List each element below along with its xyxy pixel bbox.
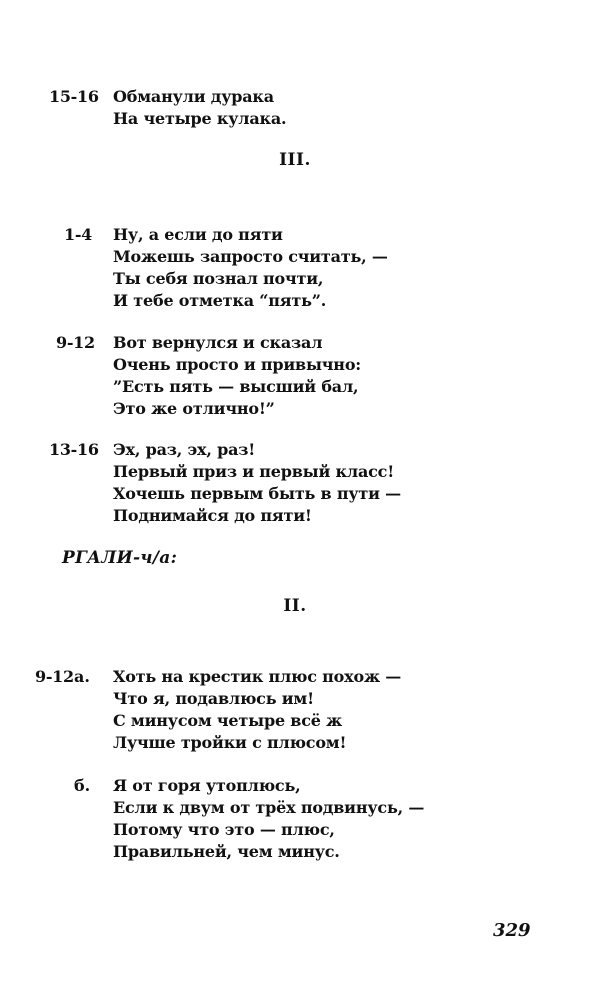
stanza-lines — [113, 439, 401, 527]
verse-line: Очень просто и привычно: — [113, 355, 361, 374]
verse-line: Что я, подавлюсь им! — [113, 689, 314, 708]
stanza-lines — [113, 775, 424, 863]
section-heading-ii: II. — [283, 596, 307, 616]
verse-line: Вот вернулся и сказал — [113, 333, 323, 352]
verse-line: И тебе отметка “пять”. — [113, 291, 327, 310]
verse-line: Лучше тройки с плюсом! — [113, 733, 347, 752]
verse-line: Ну, а если до пяти — [113, 225, 283, 244]
stanza-number: 15-16 — [49, 87, 99, 106]
verse-line: Я от горя утоплюсь, — [113, 776, 301, 795]
stanza-lines — [113, 224, 388, 312]
verse-line: Ты себя познал почти, — [113, 269, 324, 288]
verse-line: Потому что это — плюс, — [113, 820, 335, 839]
verse-line: Это же отлично!” — [113, 399, 275, 418]
stanza-number: 1-4 — [64, 225, 93, 244]
stanza-lines — [113, 86, 286, 130]
stanza-lines — [113, 666, 401, 754]
verse-line: Хочешь первым быть в пути — — [113, 484, 401, 503]
verse-line: На четыре кулака. — [113, 109, 287, 128]
verse-line: Правильней, чем минус. — [113, 842, 340, 861]
stanza-variant-label: б. — [74, 776, 91, 795]
page-number: 329 — [493, 920, 531, 941]
stanza-lines — [113, 332, 361, 420]
verse-line: ”Есть пять — высший бал, — [113, 377, 359, 396]
section-heading-iii: III. — [279, 150, 311, 170]
verse-line: Можешь запросто считать, — — [113, 247, 388, 266]
verse-line: Обманули дурака — [113, 87, 274, 106]
stanza-variant-label: а. — [74, 667, 90, 686]
stanza-number: 9-12 — [56, 333, 95, 352]
stanza-number: 13-16 — [49, 440, 99, 459]
archive-label: РГАЛИ-ч/а: — [62, 548, 178, 568]
verse-line: Поднимайся до пяти! — [113, 506, 312, 525]
stanza-number: 9-12 — [35, 667, 74, 686]
verse-line: Эх, раз, эх, раз! — [113, 440, 256, 459]
verse-line: Если к двум от трёх подвинусь, — — [113, 798, 425, 817]
verse-line: Первый приз и первый класс! — [113, 462, 395, 481]
verse-line: С минусом четыре всё ж — [113, 711, 343, 730]
verse-line: Хоть на крестик плюс похож — — [113, 667, 402, 686]
